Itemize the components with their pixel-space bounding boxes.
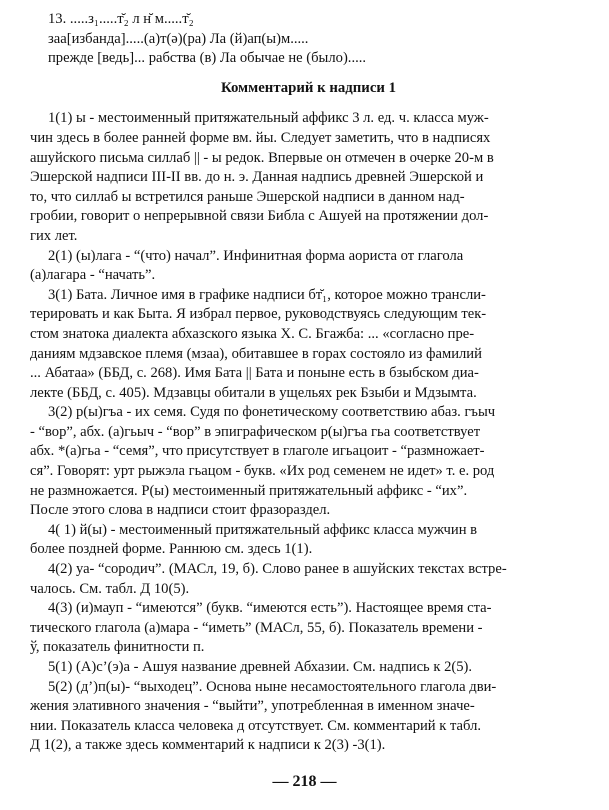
paragraph-line: чалось. См. табл. Д 10(5). bbox=[30, 580, 190, 597]
paragraph-line: ашуйского письма силлаб || - ы редок. Впервые он отмечен в очерке 20-м в bbox=[30, 149, 494, 166]
paragraph-line: ся”. Говорят: урт рыжэла гьацом - букв. «Их род семенем не идет» т. е. род bbox=[30, 463, 495, 480]
paragraph-line: гих лет. bbox=[30, 227, 78, 244]
commentary-body bbox=[30, 109, 587, 756]
paragraph-line: 5(2) (д’)п(ы)- “выходец”. Основа ныне несамостоятельного глагола дви- bbox=[48, 678, 497, 695]
paragraph-line: Д 1(2), а также здесь комментарий к надписи к 2(3) -3(1). bbox=[30, 737, 386, 754]
section-heading: Комментарий к надписи 1 bbox=[220, 79, 397, 96]
paragraph-line: 4(2) уа- “сородич”. (МАСл, 19, б). Слово ранее в ашуйских текстах встре- bbox=[48, 561, 507, 578]
paragraph-line: 3(1) Бата. Личное имя в графике надписи бт̆₁, которое можно трансли- bbox=[48, 286, 486, 303]
commentary-paragraph bbox=[30, 658, 587, 678]
paragraph-line: то, что силлаб ы встретился раньше Эшерской надписи в данном над- bbox=[30, 188, 465, 205]
paragraph-line: 3(2) р(ы)гъа - их семя. Судя по фонетическому соответствию абаз. гъыч bbox=[48, 404, 496, 421]
paragraph-line: - “вор”, абх. (а)гьыч - “вор” в эпиграфическом р(ы)гъа гьа соответствует bbox=[30, 423, 481, 440]
paragraph-line: 4(3) (и)мауп - “имеются” (букв. “имеются есть”). Настоящее время ста- bbox=[48, 600, 492, 617]
paragraph-line: После этого слова в надписи стоит фразораздел. bbox=[30, 502, 331, 519]
paragraph-line: нии. Показатель класса человека д отсутствует. См. комментарий к табл. bbox=[30, 717, 482, 734]
commentary-paragraph bbox=[30, 560, 587, 599]
paragraph-line: более поздней форме. Раннюю см. здесь 1(1). bbox=[30, 541, 313, 558]
paragraph-line: абх. *(а)гьа - “семя”, что присутствует в глаголе игьацоит - “размножает- bbox=[30, 443, 485, 460]
paragraph-line: 5(1) (А)с’(э)а - Ашуя название древней Абхазии. См. надпись к 2(5). bbox=[48, 659, 473, 675]
paragraph-line: 4( 1) й(ы) - местоименный притяжательный аффикс класса мужчин в bbox=[48, 521, 478, 538]
paragraph-line: 2(1) (ы)лага - “(что) начал”. Инфинитная форма аориста от глагола bbox=[48, 247, 464, 264]
page-number: — 218 — bbox=[272, 773, 337, 790]
paragraph-line: стом знатока диалекта абхазского языка Х. С. Бгажба: ... «согласно пре- bbox=[30, 325, 475, 342]
commentary-paragraph bbox=[30, 109, 587, 246]
paragraph-line: ... Абатаа» (ББД, с. 268). Имя Бата || Бата и поныне есть в бзыбском диа- bbox=[30, 365, 479, 382]
inscription-translation bbox=[30, 10, 587, 69]
translation-line-2: заа[избанда].....(а)т(ə)(ра) Ла (й)ап(ы)м..... bbox=[48, 30, 309, 47]
translation-line-3: прежде [ведь]... рабства (в) Ла обычае не (было)..... bbox=[48, 50, 367, 67]
commentary-paragraph bbox=[30, 521, 587, 560]
translation-line-1: 13. .....з₁.....т̆₂ л н̆ м.....т̆₂ bbox=[48, 11, 194, 27]
commentary-paragraph bbox=[30, 286, 587, 404]
paragraph-line: не размножается. Р(ы) местоименный притяжательный аффикс - “их”. bbox=[30, 482, 468, 499]
paragraph-line: гробии, говорит о непрерывной связи Библа с Ашуей на протяжении дол- bbox=[30, 208, 489, 225]
commentary-paragraph bbox=[30, 403, 587, 521]
paragraph-line: лекте (ББД, с. 405). Мдзавцы обитали в ущельях рек Бзыби и Мдзымта. bbox=[30, 384, 477, 401]
paragraph-line: терировать и как Быта. Я избрал первое, руководствуясь следующим тек- bbox=[30, 306, 487, 323]
paragraph-line: (а)лагара - “начать”. bbox=[30, 267, 156, 284]
paragraph-line: тического глагола (а)мара - “иметь” (МАСл, 55, б). Показатель времени - bbox=[30, 619, 483, 636]
paragraph-line: жения элативного значения - “выйти”, употребленная в именном значе- bbox=[30, 698, 475, 715]
commentary-paragraph bbox=[30, 247, 587, 286]
commentary-paragraph bbox=[30, 678, 587, 756]
commentary-paragraph bbox=[30, 599, 587, 658]
paragraph-line: Эшерской надписи III-II вв. до н. э. Данная надпись древней Эшерской и bbox=[30, 169, 484, 186]
paragraph-line: 1(1) ы - местоименный притяжательный аффикс 3 л. ед. ч. класса муж- bbox=[48, 110, 489, 127]
paragraph-line: ў, показатель финитности п. bbox=[30, 639, 205, 656]
paragraph-line: чин здесь в более ранней форме вм. йы. Следует заметить, что в надписях bbox=[30, 129, 491, 146]
paragraph-line: даниям мдзавское племя (мзаа), обитавшее в горах состояло из фамилий bbox=[30, 345, 482, 362]
